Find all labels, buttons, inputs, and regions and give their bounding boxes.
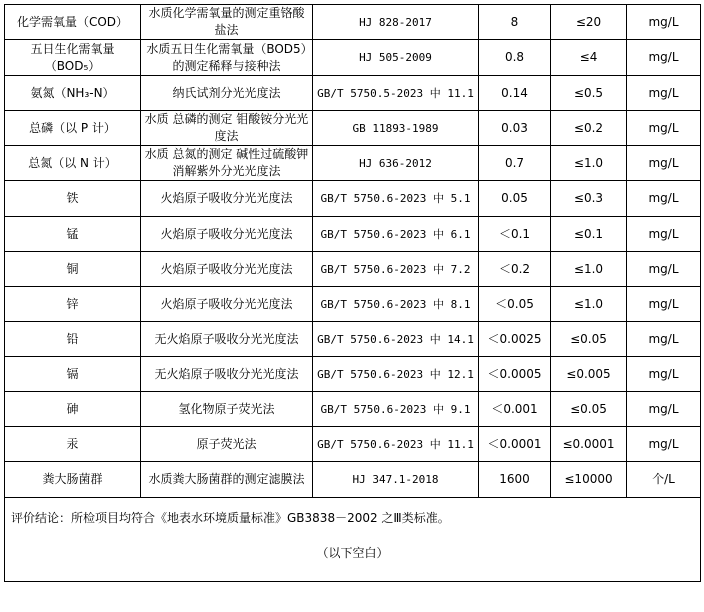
standard-cell: HJ 636-2012 — [313, 146, 479, 181]
item-cell: 铜 — [5, 252, 141, 287]
method-cell: 火焰原子吸收分光光度法 — [141, 252, 313, 287]
item-cell: 铅 — [5, 322, 141, 357]
unit-cell: mg/L — [627, 287, 701, 322]
limit-cell: ≤1.0 — [551, 287, 627, 322]
table-row — [5, 462, 701, 498]
standard-cell: GB/T 5750.6-2023 中 5.1 — [313, 181, 479, 217]
item-cell: 砷 — [5, 392, 141, 427]
result-cell: ＜0.0001 — [479, 427, 551, 462]
limit-cell: ≤0.0001 — [551, 427, 627, 462]
method-cell: 水质五日生化需氧量（BOD5）的测定稀释与接种法 — [141, 40, 313, 76]
standard-cell: HJ 347.1-2018 — [313, 462, 479, 498]
result-cell: 0.05 — [479, 181, 551, 217]
method-cell: 原子荧光法 — [141, 427, 313, 462]
unit-cell: mg/L — [627, 40, 701, 76]
table-row — [5, 427, 701, 462]
unit-cell: 个/L — [627, 462, 701, 498]
unit-cell: mg/L — [627, 5, 701, 40]
item-cell: 化学需氧量（COD） — [5, 5, 141, 40]
item-cell: 粪大肠菌群 — [5, 462, 141, 498]
method-cell: 水质 总磷的测定 钼酸铵分光光度法 — [141, 111, 313, 146]
standard-cell: GB/T 5750.6-2023 中 12.1 — [313, 357, 479, 392]
result-cell: 0.7 — [479, 146, 551, 181]
method-cell: 纳氏试剂分光光度法 — [141, 76, 313, 111]
table-row — [5, 181, 701, 217]
method-cell: 水质化学需氧量的测定重铬酸盐法 — [141, 5, 313, 40]
limit-cell: ≤0.1 — [551, 217, 627, 252]
conclusion-text: 评价结论：所检项目均符合《地表水环境质量标准》GB3838－2002 之Ⅲ类标准。 — [11, 511, 450, 525]
method-cell: 水质粪大肠菌群的测定滤膜法 — [141, 462, 313, 498]
result-cell: 1600 — [479, 462, 551, 498]
limit-cell: ≤0.5 — [551, 76, 627, 111]
item-cell: 锰 — [5, 217, 141, 252]
unit-cell: mg/L — [627, 427, 701, 462]
unit-cell: mg/L — [627, 392, 701, 427]
item-cell: 汞 — [5, 427, 141, 462]
limit-cell: ≤1.0 — [551, 252, 627, 287]
item-cell: 镉 — [5, 357, 141, 392]
item-cell: 五日生化需氧量（BOD₅） — [5, 40, 141, 76]
result-cell: 0.03 — [479, 111, 551, 146]
table-row — [5, 40, 701, 76]
standard-cell: GB/T 5750.6-2023 中 8.1 — [313, 287, 479, 322]
result-cell: ＜0.0025 — [479, 322, 551, 357]
result-cell: ＜0.001 — [479, 392, 551, 427]
method-cell: 水质 总氮的测定 碱性过硫酸钾消解紫外分光光度法 — [141, 146, 313, 181]
conclusion-row — [5, 498, 701, 582]
result-cell: 0.8 — [479, 40, 551, 76]
table-row — [5, 217, 701, 252]
result-cell: ＜0.0005 — [479, 357, 551, 392]
unit-cell: mg/L — [627, 252, 701, 287]
item-cell: 锌 — [5, 287, 141, 322]
limit-cell: ≤4 — [551, 40, 627, 76]
result-cell: ＜0.05 — [479, 287, 551, 322]
method-cell: 火焰原子吸收分光光度法 — [141, 217, 313, 252]
item-cell: 总磷（以 P 计） — [5, 111, 141, 146]
standard-cell: GB 11893-1989 — [313, 111, 479, 146]
standard-cell: HJ 505-2009 — [313, 40, 479, 76]
unit-cell: mg/L — [627, 76, 701, 111]
method-cell: 无火焰原子吸收分光光度法 — [141, 357, 313, 392]
item-cell: 总氮（以 N 计） — [5, 146, 141, 181]
item-cell: 氨氮（NH₃-N） — [5, 76, 141, 111]
result-cell: 0.14 — [479, 76, 551, 111]
result-cell: ＜0.2 — [479, 252, 551, 287]
conclusion-cell — [5, 498, 701, 582]
limit-cell: ≤0.05 — [551, 392, 627, 427]
limit-cell: ≤0.005 — [551, 357, 627, 392]
unit-cell: mg/L — [627, 146, 701, 181]
result-cell: ＜0.1 — [479, 217, 551, 252]
standard-cell: GB/T 5750.6-2023 中 6.1 — [313, 217, 479, 252]
standard-cell: GB/T 5750.6-2023 中 11.1 — [313, 427, 479, 462]
table-row — [5, 357, 701, 392]
limit-cell: ≤0.2 — [551, 111, 627, 146]
limit-cell: ≤0.05 — [551, 322, 627, 357]
table-row — [5, 252, 701, 287]
item-cell: 铁 — [5, 181, 141, 217]
table-row — [5, 146, 701, 181]
table-row — [5, 5, 701, 40]
limit-cell: ≤20 — [551, 5, 627, 40]
standard-cell: GB/T 5750.6-2023 中 9.1 — [313, 392, 479, 427]
limit-cell: ≤1.0 — [551, 146, 627, 181]
standard-cell: GB/T 5750.6-2023 中 14.1 — [313, 322, 479, 357]
standard-cell: HJ 828-2017 — [313, 5, 479, 40]
limit-cell: ≤10000 — [551, 462, 627, 498]
unit-cell: mg/L — [627, 111, 701, 146]
unit-cell: mg/L — [627, 322, 701, 357]
unit-cell: mg/L — [627, 217, 701, 252]
unit-cell: mg/L — [627, 181, 701, 217]
method-cell: 火焰原子吸收分光光度法 — [141, 181, 313, 217]
method-cell: 氢化物原子荧光法 — [141, 392, 313, 427]
standard-cell: GB/T 5750.6-2023 中 7.2 — [313, 252, 479, 287]
results-body — [5, 5, 701, 498]
table-row — [5, 322, 701, 357]
method-cell: 火焰原子吸收分光光度法 — [141, 287, 313, 322]
table-row — [5, 287, 701, 322]
standard-cell: GB/T 5750.5-2023 中 11.1 — [313, 76, 479, 111]
result-cell: 8 — [479, 5, 551, 40]
test-results-table — [4, 4, 701, 582]
blank-note: （以下空白） — [316, 546, 389, 560]
table-row — [5, 111, 701, 146]
table-row — [5, 392, 701, 427]
unit-cell: mg/L — [627, 357, 701, 392]
limit-cell: ≤0.3 — [551, 181, 627, 217]
method-cell: 无火焰原子吸收分光光度法 — [141, 322, 313, 357]
table-row — [5, 76, 701, 111]
